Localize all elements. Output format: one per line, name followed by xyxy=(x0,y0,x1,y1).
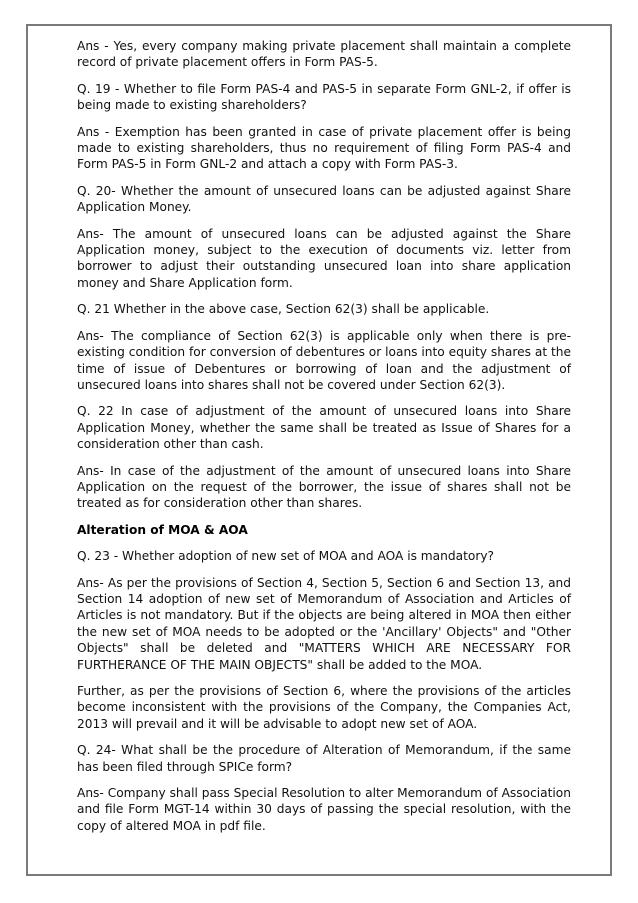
answer-24: Ans- Company shall pass Special Resolution to alter Memorandum of Association and file Form MGT-14 within 30 days of passing the special resolution, with the copy of altered MOA in pdf file. xyxy=(77,786,571,833)
question-20: Q. 20- Whether the amount of unsecured loans can be adjusted against Share Application Money. xyxy=(77,183,571,215)
answer-21: Ans- The compliance of Section 62(3) is applicable only when there is pre-existing condition for conversion of debentures or loans into equity shares at the time of issue of Debentures or borrowing of loan and the adjustment of unsecured loans into shares shall not be covered under Section 62(3). xyxy=(77,328,571,392)
answer-20: Ans- The amount of unsecured loans can be adjusted against the Share Application money, subject to the execution of documents viz. letter from borrower to adjust their outstanding unsecured loan into share application money and Share Application form. xyxy=(77,226,571,290)
question-24: Q. 24- What shall be the procedure of Alteration of Memorandum, if the same has been filed through SPICe form? xyxy=(77,743,571,774)
section-heading-moa-aoa: Alteration of MOA & AOA xyxy=(77,522,248,537)
answer-22: Ans- In case of the adjustment of the amount of unsecured loans into Share Application on the request of the borrower, the issue of shares shall not be treated as for consideration other than shares. xyxy=(77,463,571,511)
question-21: Q. 21 Whether in the above case, Section 62(3) shall be applicable. xyxy=(77,302,490,317)
question-22: Q. 22 In case of adjustment of the amount of unsecured loans into Share Application Money, whether the same shall be treated as Issue of Shares for a consideration other than cash. xyxy=(77,404,571,452)
answer-23-continued: Further, as per the provisions of Section 6, where the provisions of the articles become inconsistent with the provisions of the Company, the Companies Act, 2013 will prevail and it will be advisable to adopt new set of AOA. xyxy=(77,684,571,731)
question-23: Q. 23 - Whether adoption of new set of MOA and AOA is mandatory? xyxy=(77,549,495,564)
answer-23: Ans- As per the provisions of Section 4, Section 5, Section 6 and Section 13, and Section 14 adoption of new set of Memorandum of Association and Articles of Articles is not mandatory. But if the objects are being altered in MOA then either the new set of MOA needs to be adopted or the 'Ancillary' Objects" and "Other Objects" shall be deleted and "MATTERS WHICH ARE NECESSARY FOR FURTHERANCE OF THE MAIN OBJECTS" shall be added to the MOA. xyxy=(77,575,571,672)
document-body xyxy=(77,38,571,844)
answer-19: Ans - Exemption has been granted in case of private placement offer is being made to existing shareholders, thus no requirement of filing Form PAS-4 and Form PAS-5 in Form GNL-2 and attach a copy with Form PAS-3. xyxy=(77,124,571,172)
question-19: Q. 19 - Whether to file Form PAS-4 and PAS-5 in separate Form GNL-2, if offer is being made to existing shareholders? xyxy=(77,81,571,113)
answer-private-placement-record: Ans - Yes, every company making private placement shall maintain a complete record of private placement offers in Form PAS-5. xyxy=(77,39,571,70)
